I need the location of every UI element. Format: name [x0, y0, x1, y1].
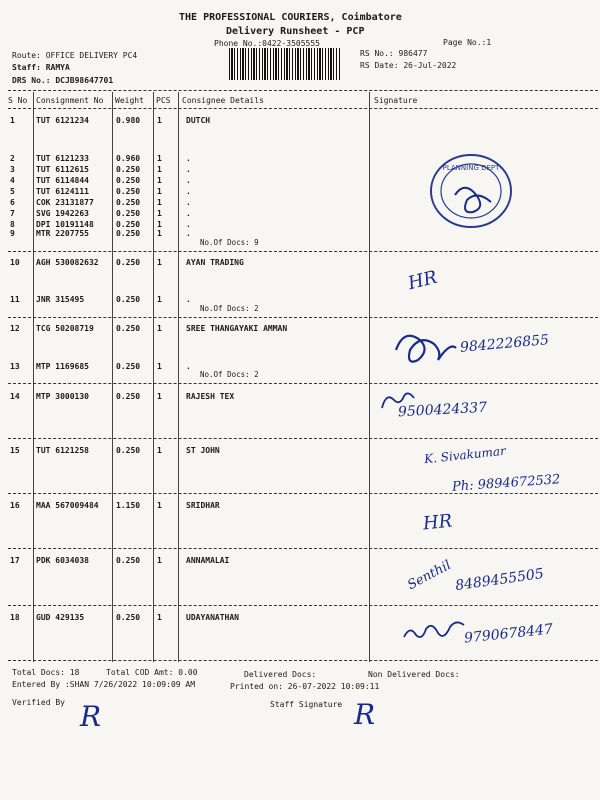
- row-separator: [8, 251, 598, 252]
- cell-wt: 0.250: [116, 198, 141, 207]
- cell-pcs: 1: [157, 198, 162, 207]
- doc-count: No.Of Docs: 2: [200, 304, 259, 313]
- cell-pcs: 1: [157, 176, 162, 185]
- col-divider: [33, 92, 34, 662]
- verified-signature: R: [80, 700, 102, 733]
- signature-phone: 9842226855: [459, 332, 550, 356]
- cell-sno: 14: [10, 392, 20, 401]
- cell-sno: 17: [10, 556, 20, 565]
- page-number: Page No.:1: [443, 38, 492, 47]
- col-consignee: Consignee Details: [182, 96, 264, 105]
- header-top-rule: [8, 90, 598, 91]
- signature-phone: 9790678447: [463, 621, 554, 647]
- cell-cn: MTP 3000130: [36, 392, 89, 401]
- cell-consignee: UDAYANATHAN: [186, 613, 239, 622]
- cell-pcs: 1: [157, 187, 162, 196]
- col-weight: Weight: [115, 96, 144, 105]
- row-separator: [8, 438, 598, 439]
- cell-consignee: ANNAMALAI: [186, 556, 230, 565]
- cell-consignee: .: [186, 176, 191, 185]
- cell-wt: 0.250: [116, 556, 141, 565]
- cell-sno: 9: [10, 229, 15, 238]
- cell-cn: TCG 50208719: [36, 324, 94, 333]
- col-consignment: Consignment No: [36, 96, 104, 105]
- cell-consignee: DUTCH: [186, 116, 211, 125]
- cell-pcs: 1: [157, 116, 162, 125]
- signature-hr: HR: [405, 266, 440, 295]
- signature-name: K. Sivakumar: [423, 443, 507, 467]
- cell-sno: 11: [10, 295, 20, 304]
- cell-cn: TUT 6124111: [36, 187, 89, 196]
- printed-on: Printed on: 26-07-2022 10:09:11: [230, 682, 380, 691]
- cell-pcs: 1: [157, 501, 162, 510]
- cell-wt: 0.250: [116, 176, 141, 185]
- cell-consignee: .: [186, 295, 191, 304]
- cell-consignee: SREE THANGAYAKI AMMAN: [186, 324, 288, 333]
- cell-sno: 15: [10, 446, 20, 455]
- staff-signature: R: [354, 698, 376, 731]
- delivered-docs: Delivered Docs:: [244, 670, 317, 679]
- row-separator: [8, 317, 598, 318]
- header-bottom-rule: [8, 108, 598, 109]
- cell-sno: 12: [10, 324, 20, 333]
- cell-pcs: 1: [157, 392, 162, 401]
- cell-pcs: 1: [157, 165, 162, 174]
- cell-pcs: 1: [157, 258, 162, 267]
- cell-wt: 0.250: [116, 229, 141, 238]
- cell-cn: TUT 6121234: [36, 116, 89, 125]
- cell-consignee: .: [186, 154, 191, 163]
- cell-wt: 0.250: [116, 295, 141, 304]
- cell-sno: 3: [10, 165, 15, 174]
- total-docs: Total Docs: 18: [12, 668, 80, 677]
- cell-wt: 1.150: [116, 501, 141, 510]
- cell-wt: 0.250: [116, 187, 141, 196]
- cell-wt: 0.960: [116, 154, 141, 163]
- row-separator: [8, 493, 598, 494]
- cell-cn: TUT 6112615: [36, 165, 89, 174]
- cell-wt: 0.250: [116, 362, 141, 371]
- drs-number: DRS No.: DCJB98647701: [12, 76, 114, 85]
- total-cod: Total COD Amt: 0.00: [106, 668, 198, 677]
- signature-phone: 9500424337: [397, 399, 488, 421]
- cell-consignee: .: [186, 165, 191, 174]
- cell-sno: 1: [10, 116, 15, 125]
- cell-cn: MAA 567009484: [36, 501, 99, 510]
- cell-cn: JNR 315495: [36, 295, 85, 304]
- document-title: Delivery Runsheet - PCP: [226, 26, 365, 37]
- cell-sno: 7: [10, 209, 15, 218]
- cell-cn: SVG 1942263: [36, 209, 89, 218]
- cell-cn: TUT 6121258: [36, 446, 89, 455]
- cell-wt: 0.250: [116, 220, 141, 229]
- cell-sno: 18: [10, 613, 20, 622]
- col-sno: S No: [8, 96, 28, 105]
- cell-pcs: 1: [157, 229, 162, 238]
- cell-pcs: 1: [157, 556, 162, 565]
- cell-pcs: 1: [157, 362, 162, 371]
- signature-phone: Ph: 9894672532: [451, 472, 561, 495]
- cell-cn: DPI 10191148: [36, 220, 94, 229]
- signature-scribble: [390, 320, 460, 370]
- cell-sno: 8: [10, 220, 15, 229]
- company-name: THE PROFESSIONAL COURIERS, Coimbatore: [179, 12, 402, 23]
- cell-cn: TUT 6114844: [36, 176, 89, 185]
- phone-number: Phone No.:0422-3505555: [214, 39, 320, 48]
- cell-sno: 5: [10, 187, 15, 196]
- cell-sno: 13: [10, 362, 20, 371]
- cell-wt: 0.250: [116, 209, 141, 218]
- staff-label: Staff: RAMYA: [12, 63, 70, 72]
- col-pcs: PCS: [156, 96, 171, 105]
- cell-consignee: RAJESH TEX: [186, 392, 235, 401]
- signature-scribble: [400, 615, 470, 645]
- cell-sno: 4: [10, 176, 15, 185]
- signature-name: Senthil: [405, 557, 454, 594]
- cell-pcs: 1: [157, 324, 162, 333]
- row-separator: [8, 383, 598, 384]
- cell-consignee: AYAN TRADING: [186, 258, 244, 267]
- cell-consignee: .: [186, 198, 191, 207]
- cell-wt: 0.980: [116, 116, 141, 125]
- cell-wt: 0.250: [116, 165, 141, 174]
- doc-count: No.Of Docs: 2: [200, 370, 259, 379]
- cell-consignee: .: [186, 187, 191, 196]
- cell-cn: GUD 429135: [36, 613, 85, 622]
- barcode: [229, 48, 341, 80]
- cell-wt: 0.250: [116, 258, 141, 267]
- verified-by-label: Verified By: [12, 698, 65, 707]
- cell-wt: 0.250: [116, 324, 141, 333]
- cell-pcs: 1: [157, 295, 162, 304]
- cell-wt: 0.250: [116, 392, 141, 401]
- cell-pcs: 1: [157, 154, 162, 163]
- cell-cn: COK 23131877: [36, 198, 94, 207]
- cell-consignee: .: [186, 209, 191, 218]
- cell-pcs: 1: [157, 220, 162, 229]
- staff-signature-label: Staff Signature: [270, 700, 343, 709]
- cell-cn: PDK 6034038: [36, 556, 89, 565]
- cell-cn: TUT 6121233: [36, 154, 89, 163]
- cell-pcs: 1: [157, 446, 162, 455]
- col-divider: [112, 92, 113, 662]
- signature-phone: 8489455505: [454, 565, 545, 595]
- cell-cn: AGH 530082632: [36, 258, 99, 267]
- doc-count: No.Of Docs: 9: [200, 238, 259, 247]
- cell-cn: MTR 2207755: [36, 229, 89, 238]
- entered-by: Entered By :SHAN 7/26/2022 10:09:09 AM: [12, 680, 196, 689]
- non-delivered-docs: Non Delivered Docs:: [368, 670, 460, 679]
- cell-consignee: ST JOHN: [186, 446, 220, 455]
- cell-cn: MTP 1169685: [36, 362, 89, 371]
- col-divider: [153, 92, 154, 662]
- col-signature: Signature: [374, 96, 418, 105]
- cell-consignee: .: [186, 229, 191, 238]
- rs-number: RS No.: 986477: [360, 49, 428, 58]
- table-bottom-rule: [8, 660, 598, 661]
- signature-hr: HR: [421, 510, 454, 535]
- cell-pcs: 1: [157, 209, 162, 218]
- cell-sno: 2: [10, 154, 15, 163]
- delivery-stamp: [425, 150, 517, 232]
- cell-pcs: 1: [157, 613, 162, 622]
- rs-date: RS Date: 26-Jul-2022: [360, 61, 457, 70]
- col-divider: [178, 92, 179, 662]
- stamp-text: PLANNING DEPT: [442, 164, 500, 172]
- cell-sno: 6: [10, 198, 15, 207]
- cell-sno: 10: [10, 258, 20, 267]
- cell-wt: 0.250: [116, 446, 141, 455]
- row-separator: [8, 605, 598, 606]
- cell-sno: 16: [10, 501, 20, 510]
- cell-wt: 0.250: [116, 613, 141, 622]
- route-label: Route: OFFICE DELIVERY PC4: [12, 51, 138, 60]
- cell-consignee: SRIDHAR: [186, 501, 220, 510]
- cell-consignee: .: [186, 220, 191, 229]
- col-divider: [369, 92, 370, 662]
- row-separator: [8, 548, 598, 549]
- cell-consignee: .: [186, 362, 191, 371]
